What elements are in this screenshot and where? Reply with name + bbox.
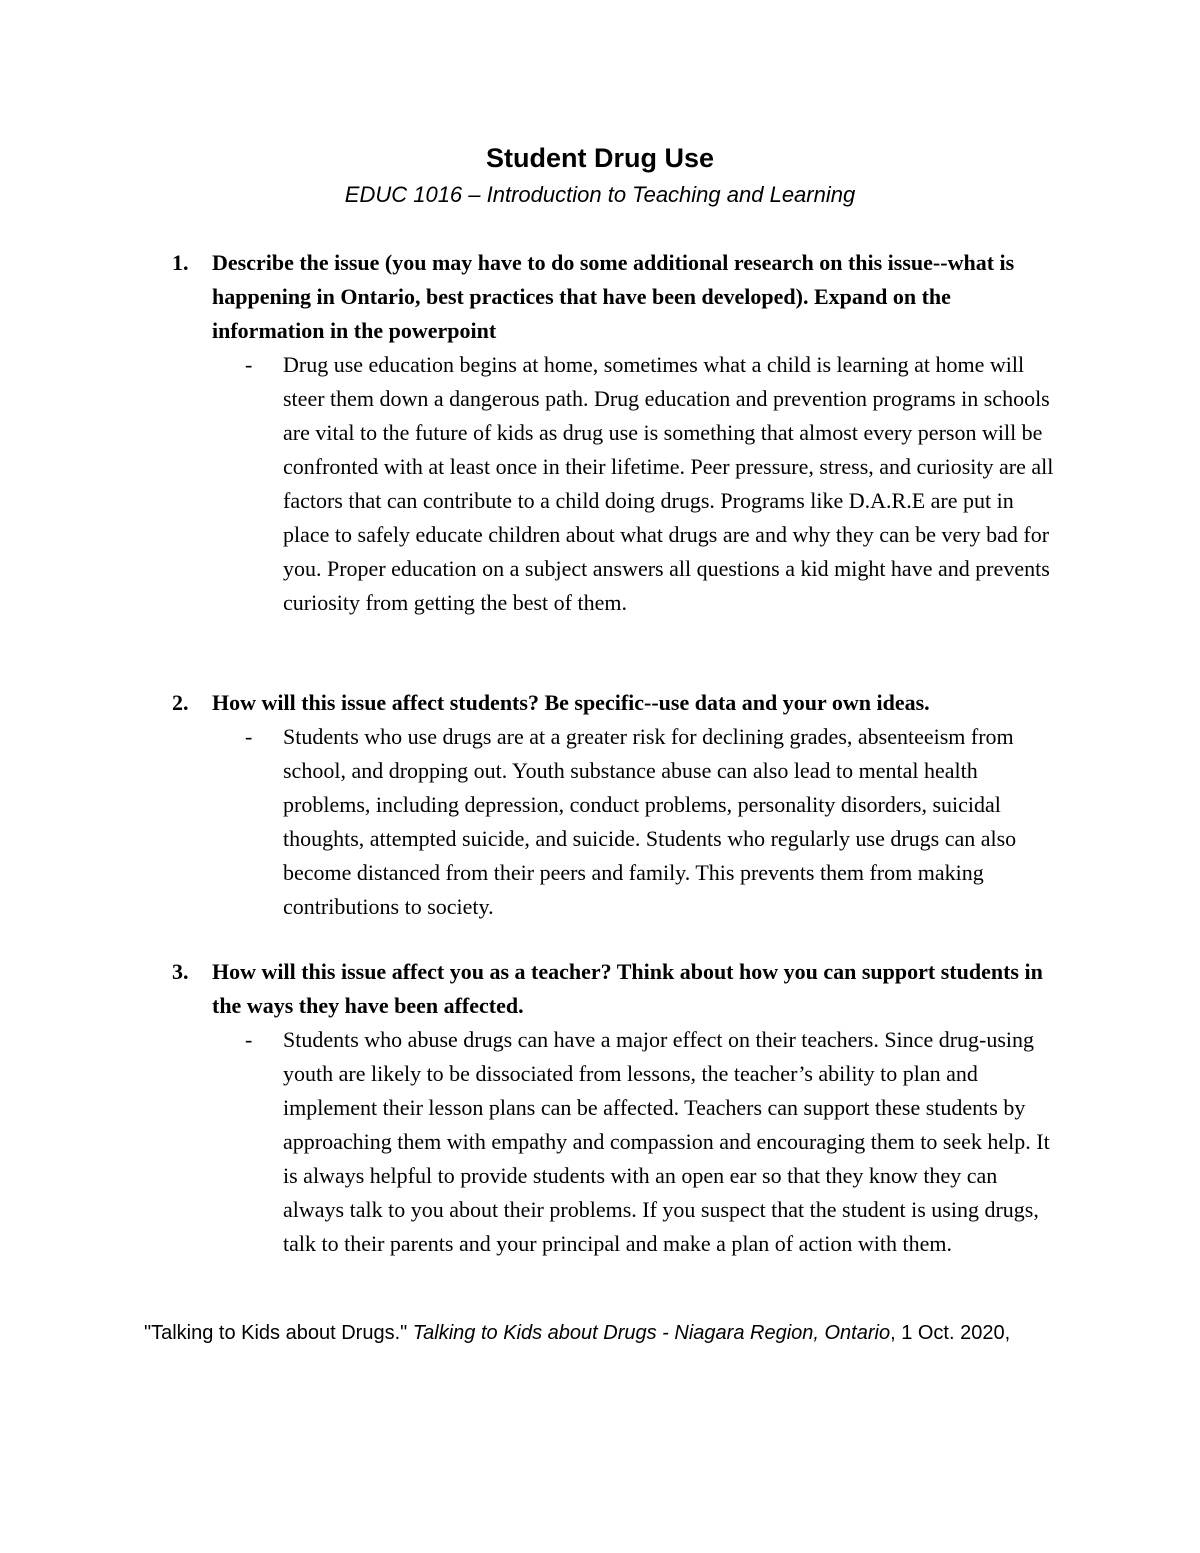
question-1 bbox=[160, 246, 1060, 620]
answer-item bbox=[245, 348, 1063, 620]
answer-text: Drug use education begins at home, sometimes what a child is learning at home will steer them down a dangerous path. Drug education and prevention programs in schools are vital to the future of kids as drug use is something that almost every person will be confronted with at least once in their lifetime. Peer pressure, stress, and curiosity are all factors that can contribute to a child doing drugs. Programs like D.A.R.E are put in place to safely educate children about what drugs are and why they can be very bad for you. Proper education on a subject answers all questions a kid might have and prevents curiosity from getting the best of them. bbox=[283, 352, 1054, 615]
citation-title: "Talking to Kids about Drugs." bbox=[144, 1322, 413, 1344]
bullet-dash: - bbox=[245, 724, 253, 749]
question-number: 1. bbox=[172, 250, 189, 275]
citation-date: , 1 Oct. 2020, bbox=[890, 1322, 1011, 1344]
question-prompt: How will this issue affect students? Be specific--use data and your own ideas. bbox=[212, 690, 930, 715]
question-prompt: How will this issue affect you as a teacher? Think about how you can support students in the ways they have been affected. bbox=[212, 959, 1043, 1018]
answer-item bbox=[245, 1023, 1063, 1261]
answer-item bbox=[245, 720, 1063, 924]
answer-text: Students who abuse drugs can have a major effect on their teachers. Since drug-using youth are likely to be dissociated from lessons, the teacher’s ability to plan and implement their lesson plans can be affected. Teachers can support these students by approaching them with empathy and compassion and encouraging them to seek help. It is always helpful to provide students with an open ear so that they know they can always talk to you about their problems. If you suspect that the student is using drugs, talk to their parents and your principal and make a plan of action with them. bbox=[283, 1027, 1050, 1256]
bullet-dash: - bbox=[245, 352, 253, 377]
document-title: Student Drug Use bbox=[485, 143, 714, 173]
citation-source: Talking to Kids about Drugs - Niagara Region, Ontario bbox=[412, 1322, 891, 1344]
question-prompt: Describe the issue (you may have to do some additional research on this issue--what is happening in Ontario, best practices that have been developed). Expand on the information in the powerpoint bbox=[212, 250, 1015, 343]
answer-text: Students who use drugs are at a greater risk for declining grades, absenteeism from school, and dropping out. Youth substance abuse can also lead to mental health problems, including depression, conduct problems, personality disorders, suicidal thoughts, attempted suicide, and suicide. Students who regularly use drugs can also become distanced from their peers and family. This prevents them from making contributions to society. bbox=[283, 724, 1017, 919]
document-subtitle: EDUC 1016 – Introduction to Teaching and Learning bbox=[344, 182, 856, 207]
question-number: 2. bbox=[172, 690, 189, 715]
question-2 bbox=[160, 686, 1060, 924]
citation bbox=[144, 1318, 1044, 1348]
question-3 bbox=[160, 955, 1060, 1261]
question-number: 3. bbox=[172, 959, 189, 984]
bullet-dash: - bbox=[245, 1027, 253, 1052]
